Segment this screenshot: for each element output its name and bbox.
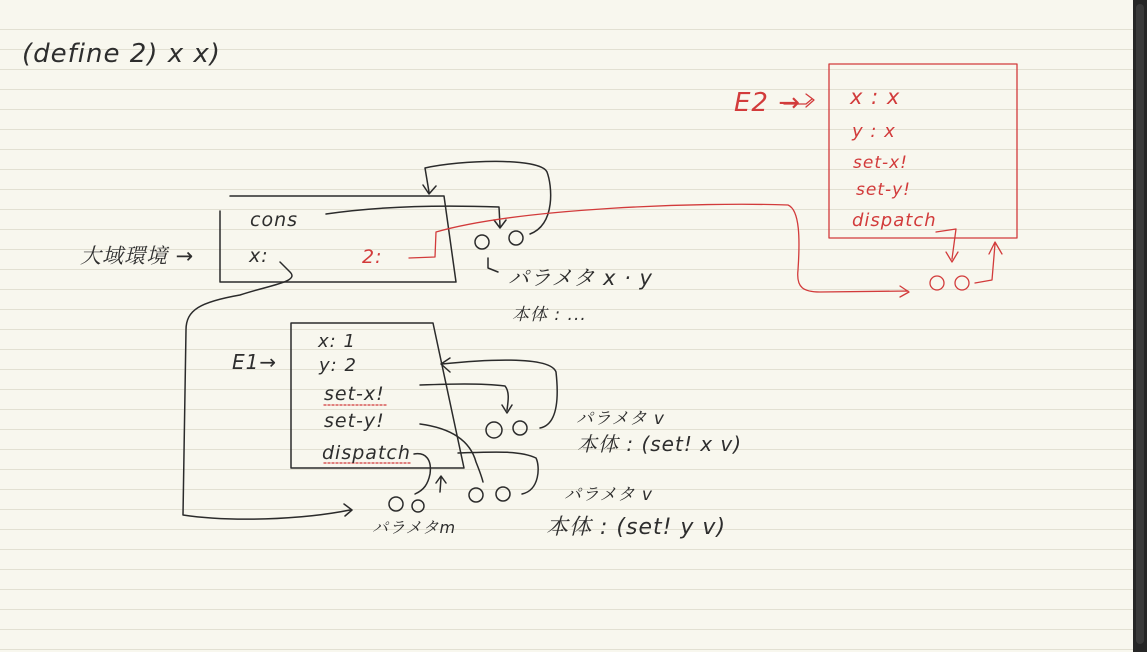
dispatch-up-arrow (436, 476, 446, 492)
e1-row-sety: set-y! (324, 410, 385, 432)
sety-circle-right (496, 487, 510, 501)
global-env-label: 大域環境 → (80, 244, 195, 268)
proc1-circle-right (509, 231, 523, 245)
e2-circle-right (955, 276, 969, 290)
dispatch-e2-arrow (936, 229, 958, 262)
proc-setx-params: パラメタ v (576, 409, 665, 429)
e1-row-setx: set-x! (324, 383, 385, 405)
proc1-params: パラメタ x · y (508, 266, 653, 290)
arrow-cons-to-proc (326, 206, 506, 228)
proc-sety-body: 本体 : (set! y v) (546, 515, 727, 540)
e1-label: E1→ (232, 350, 278, 374)
dispatch-proc-params: パラメタm (372, 518, 457, 537)
define-line: (define 2) x x) (22, 39, 221, 69)
cons-label: cons (250, 209, 299, 231)
scrollbar-thumb[interactable] (1136, 4, 1144, 644)
proc1-circle-left (475, 235, 489, 249)
e1-row-x: x: 1 (318, 331, 356, 352)
arrow-z-pointer (409, 204, 909, 297)
e1-row-y: y: 2 (319, 355, 357, 376)
e2-circle-left (930, 276, 944, 290)
proc-sety-params: パラメタ v (564, 485, 653, 505)
x-binding-label: x: (249, 245, 269, 267)
setx-env-loop (441, 358, 557, 428)
z-binding-label: 2: (362, 246, 383, 268)
e2-row-sety: set-y! (856, 180, 911, 200)
e2-row-setx: set-x! (853, 153, 908, 173)
e2-label: E2 → (734, 88, 802, 118)
dispatch-circle-left (389, 497, 403, 511)
setx-circle-left (486, 422, 502, 438)
e2-env-up-arrow (975, 242, 1002, 283)
proc1-pointer (488, 258, 498, 272)
proc-setx-body: 本体 : (set! x v) (577, 432, 743, 456)
e2-row-x: x : x (850, 85, 901, 109)
sety-env-loop (458, 452, 538, 494)
e1-row-dispatch: dispatch (322, 442, 411, 464)
e2-row-y: y : x (852, 121, 896, 142)
setx-circle-right (513, 421, 527, 435)
arrow-setx (420, 384, 512, 413)
e2-row-dispatch: dispatch (852, 210, 937, 231)
sety-circle-left (469, 488, 483, 502)
proc1-body: 本体 : ... (512, 305, 587, 325)
arrow-proc-env (423, 161, 551, 234)
arrow-dispatch (414, 454, 430, 494)
dispatch-circle-right (412, 500, 424, 512)
